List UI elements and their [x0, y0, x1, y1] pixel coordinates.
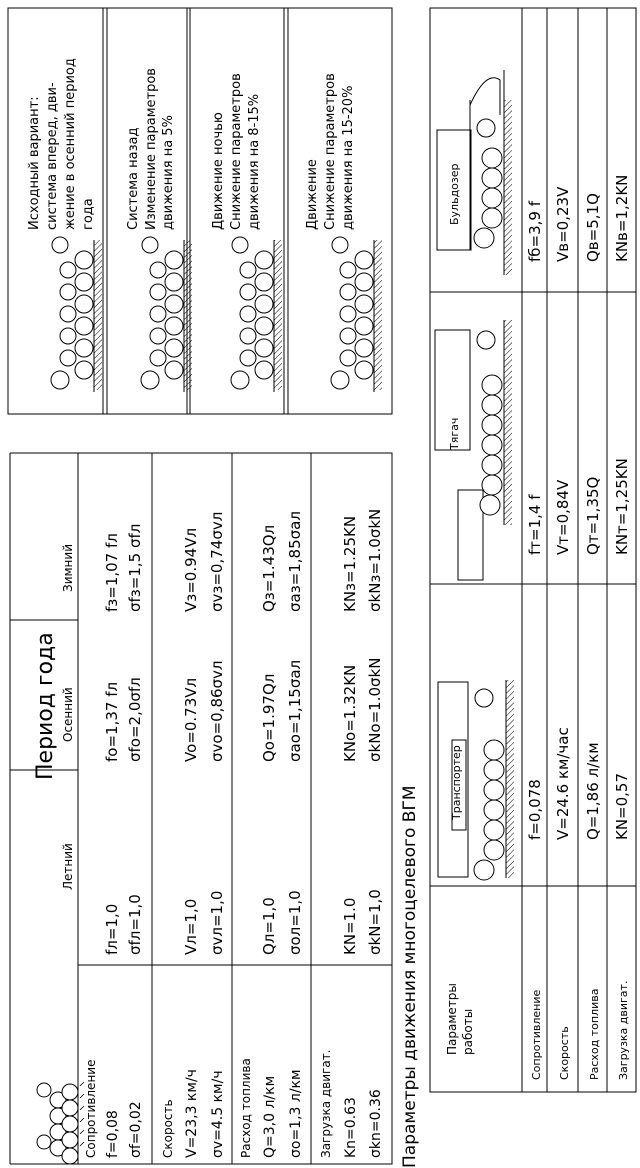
- param-row-label: Расход топлива: [588, 988, 601, 1080]
- params-header: работы: [461, 1008, 475, 1055]
- winter-value: Vз=0.94Vл: [182, 527, 200, 612]
- row-label: Расход топлива: [239, 1058, 253, 1158]
- param-row-label: Загрузка двигат.: [617, 980, 630, 1080]
- scenario-text: Снижение параметров: [323, 73, 338, 230]
- scenario-vehicle-icon: [141, 237, 192, 392]
- col-winter: Зимний: [61, 544, 75, 592]
- col-summer: Летний: [61, 843, 75, 890]
- params-header: Параметры: [445, 983, 459, 1055]
- season-table: [10, 453, 392, 1164]
- row-base-value: f=0,08: [105, 1110, 121, 1158]
- winter-sigma: σvз=0,74σvл: [208, 511, 226, 612]
- row-base-value: Q=3,0 л/км: [262, 1075, 278, 1158]
- row-label: Загрузка двигат.: [319, 1049, 333, 1158]
- row-base-sigma: σo=1,3 л/км: [288, 1069, 304, 1158]
- scenario-text: система вперед, дви-: [45, 82, 60, 230]
- autumn-sigma: σvo=0,86σvл: [208, 660, 226, 762]
- scenario-text: Снижение параметров: [229, 73, 244, 230]
- tracked-vehicle-icon: [37, 1080, 84, 1164]
- scenario-text: движения на 15-20%: [341, 85, 356, 230]
- machine-value: KNв=1,2KN: [613, 174, 631, 262]
- machine-value: Q=1,86 л/км: [584, 742, 602, 840]
- autumn-value: Qo=1.97Qл: [260, 673, 278, 762]
- scenario-text: Система назад: [126, 127, 141, 230]
- autumn-sigma: σao=1,15σaл: [286, 659, 304, 762]
- machine-value: Vв=0,23V: [554, 186, 572, 262]
- row-base-value: Kn=0.63: [343, 1097, 359, 1158]
- scenario-vehicle-icon: [331, 237, 382, 392]
- transporter-label: Транспортер: [450, 745, 463, 820]
- scenario-vehicle-icon: [51, 237, 102, 392]
- summer-value: Vл=1,0: [182, 898, 200, 955]
- machine-value: KN=0,57: [613, 772, 631, 840]
- scenario-panels: [8, 8, 392, 414]
- winter-value: Qз=1.43Qл: [260, 524, 278, 612]
- machine-value: Qв=5,1Q: [584, 193, 602, 262]
- scenario-text: Движение: [305, 159, 320, 230]
- scenario-text: года: [81, 198, 96, 230]
- machine-value: f=0,078: [526, 779, 544, 840]
- machine-value: Vт=0,84V: [554, 479, 572, 555]
- season-header: Период года: [33, 632, 58, 780]
- autumn-value: KNo=1.32KN: [341, 664, 359, 762]
- tractor-label: Тягач: [448, 417, 461, 450]
- scenario-text: движения на 8-15%: [247, 93, 262, 230]
- summer-sigma: σkN=1,0: [366, 889, 384, 955]
- tractor-icon: [435, 320, 512, 580]
- summer-value: Qл=1,0: [260, 897, 278, 955]
- col-autumn: Осенний: [61, 687, 75, 742]
- row-base-sigma: σkn=0.36: [368, 1089, 384, 1158]
- winter-sigma: σkNз=1.0σkN: [366, 508, 384, 612]
- machine-value: V=24.6 км/час: [554, 727, 572, 840]
- machine-value: fт=1,4 f: [526, 494, 544, 555]
- winter-value: fз=1,07 fл: [103, 533, 121, 612]
- summer-sigma: σfл=1,0: [126, 894, 144, 955]
- autumn-value: Vo=0.73Vл: [182, 677, 200, 762]
- winter-value: KNз=1.25KN: [341, 515, 359, 612]
- summer-sigma: σoл=1,0: [286, 890, 304, 955]
- winter-sigma: σaз=1,85σaл: [286, 511, 304, 612]
- transporter-icon: [438, 680, 514, 880]
- scenario-vehicle-icon: [231, 237, 282, 392]
- bulldozer-icon: [437, 70, 512, 275]
- summer-value: KN=1.0: [341, 897, 359, 955]
- summer-sigma: σvл=1,0: [208, 890, 226, 955]
- param-row-label: Скорость: [558, 1026, 571, 1080]
- scenario-text: Движение ночью: [211, 112, 226, 230]
- summer-value: fл=1,0: [103, 903, 121, 955]
- scenario-text: Исходный вариант:: [27, 96, 42, 230]
- machine-value: fб=3,9 f: [526, 200, 544, 262]
- main-title: Параметры движения многоцелевого ВГМ: [400, 785, 420, 1168]
- row-base-sigma: σf=0,02: [128, 1101, 144, 1158]
- scenario-text: жение в осенний период: [63, 58, 78, 230]
- row-label: Скорость: [161, 1099, 175, 1158]
- autumn-sigma: σfo=2,0σfл: [126, 677, 144, 762]
- param-row-label: Сопротивление: [530, 989, 543, 1080]
- row-label: Сопротивление: [84, 1059, 98, 1158]
- winter-sigma: σfз=1,5 σfл: [126, 523, 144, 612]
- row-base-value: V=23,3 км/ч: [184, 1069, 200, 1158]
- scenario-text: Изменение параметров: [144, 68, 159, 230]
- machine-table: [430, 8, 636, 1092]
- autumn-sigma: σkNo=1.0σkN: [366, 657, 384, 762]
- scenario-text: движения на 5%: [161, 115, 176, 230]
- machine-value: KNт=1,25KN: [613, 458, 631, 555]
- bulldozer-label: Бульдозер: [448, 163, 461, 225]
- row-base-sigma: σv=4.5 км/ч: [210, 1070, 226, 1158]
- autumn-value: fo=1,37 fл: [103, 681, 121, 762]
- machine-value: Qт=1,35Q: [584, 476, 602, 555]
